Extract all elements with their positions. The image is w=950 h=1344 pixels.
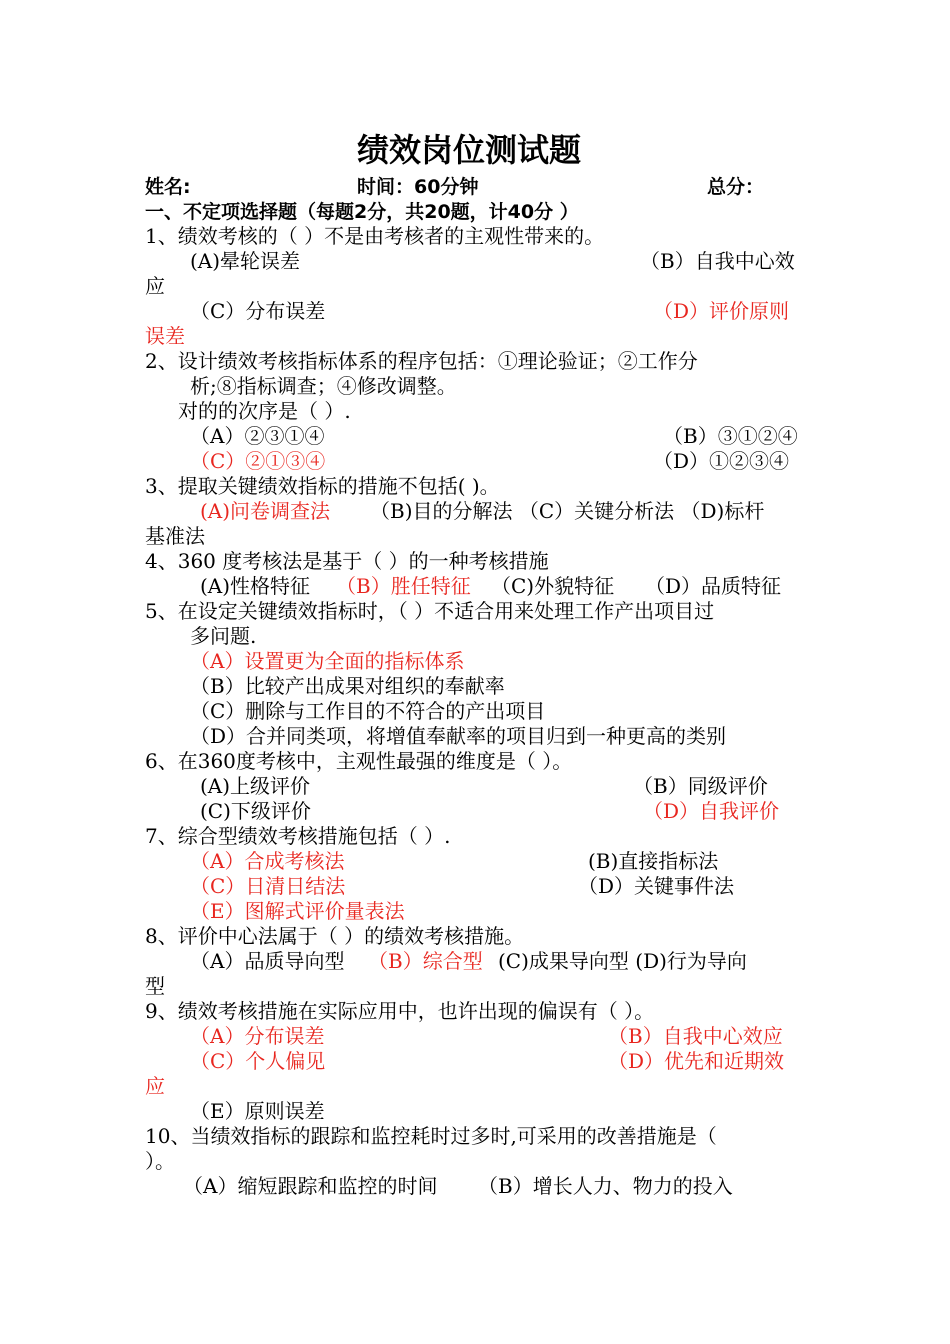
q7-option-b: (B)直接指标法 xyxy=(588,849,719,873)
q7-option-c: （C）日清日结法 xyxy=(190,874,346,898)
q5-option-d: （D）合并同类项，将增值奉献率的项目归到一种更高的类别 xyxy=(190,724,727,748)
q7-stem: 7、综合型绩效考核措施包括（ ）. xyxy=(145,824,451,848)
q9-option-b: （B）自我中心效应 xyxy=(608,1024,783,1048)
q9-option-a: （A）分布误差 xyxy=(190,1024,325,1048)
q10-option-b: （B）增长人力、物力的投入 xyxy=(478,1174,733,1198)
q6-option-b: （B）同级评价 xyxy=(633,774,768,798)
q3-options-rest: （B)目的分解法 （C）关键分析法 （D)标杆 xyxy=(370,499,765,523)
q6-stem: 6、在360度考核中，主观性最强的维度是（ ）。 xyxy=(145,749,573,773)
q4-option-a: (A)性格特征 xyxy=(200,574,311,598)
q4-option-b: （B）胜任特征 xyxy=(336,574,471,598)
q10-option-a: （A）缩短跟踪和监控的时间 xyxy=(183,1174,438,1198)
q5-option-b: （B）比较产出成果对组织的奉献率 xyxy=(190,674,505,698)
q7-option-d: （D）关键事件法 xyxy=(578,874,735,898)
q9-stem: 9、绩效考核措施在实际应用中，也许出现的偏误有（ ）。 xyxy=(145,999,655,1023)
q2-option-c: （C）②①③④ xyxy=(190,449,326,473)
q5-option-a: （A）设置更为全面的指标体系 xyxy=(190,649,465,673)
q10-stem-line2: ）。 xyxy=(145,1149,175,1173)
q1-option-b: （B）自我中心效 xyxy=(640,249,795,273)
q7-option-e: （E）图解式评价量表法 xyxy=(190,899,405,923)
q4-stem: 4、360 度考核法是基于（ ）的一种考核措施 xyxy=(145,549,549,573)
q8-stem: 8、评价中心法属于（ ）的绩效考核措施。 xyxy=(145,924,525,948)
q8-options-rest: (C)成果导向型 (D)行为导向 xyxy=(498,949,747,973)
q5-option-c: （C）删除与工作目的不符合的产出项目 xyxy=(190,699,546,723)
q2-stem-line3: 对的的次序是（ ）. xyxy=(178,399,351,423)
q1-option-d-cont: 误差 xyxy=(145,324,185,348)
q3-options-cont: 基准法 xyxy=(145,524,205,548)
q9-option-d-cont: 应 xyxy=(145,1074,165,1098)
q1-option-b-cont: 应 xyxy=(145,274,165,298)
q2-stem-line2: 析;⑧指标调查；④修改调整。 xyxy=(190,374,457,398)
q10-stem-line1: 10、当绩效指标的跟踪和监控耗时过多时,可采用的改善措施是（ xyxy=(145,1124,717,1148)
score-label: 总分： xyxy=(707,176,765,198)
q2-option-a: （A）②③①④ xyxy=(190,424,325,448)
q4-option-c: （C)外貌特征 xyxy=(491,574,615,598)
q1-option-d: （D）评价原则 xyxy=(653,299,790,323)
q2-stem-line1: 2、设计绩效考核指标体系的程序包括：①理论验证；②工作分 xyxy=(145,349,698,373)
q6-option-d: （D）自我评价 xyxy=(643,799,780,823)
q3-option-a: (A)问卷调查法 xyxy=(200,499,331,523)
q2-option-b: （B）③①②④ xyxy=(663,424,798,448)
name-label: 姓名: xyxy=(145,176,191,198)
section-heading: 一、不定项选择题（每题2分，共20题，计40分 ） xyxy=(145,201,579,223)
q5-stem-line1: 5、在设定关键绩效指标时，（ ）不适合用来处理工作产出项目过 xyxy=(145,599,715,623)
q1-option-c: （C）分布误差 xyxy=(190,299,326,323)
page-title: 绩效岗位测试题 xyxy=(357,131,582,169)
q9-option-e: （E）原则误差 xyxy=(190,1099,325,1123)
q3-stem: 3、提取关键绩效指标的措施不包括( )。 xyxy=(145,474,500,498)
q9-option-d: （D）优先和近期效 xyxy=(608,1049,785,1073)
q9-option-c: （C）个人偏见 xyxy=(190,1049,326,1073)
q8-option-b: （B）综合型 xyxy=(368,949,483,973)
q6-option-c: (C)下级评价 xyxy=(200,799,311,823)
q8-options-cont: 型 xyxy=(145,974,165,998)
q4-option-d: （D）品质特征 xyxy=(645,574,782,598)
q8-option-a: （A）品质导向型 xyxy=(190,949,345,973)
q5-stem-line2: 多问题. xyxy=(190,624,257,648)
q7-option-a: （A）合成考核法 xyxy=(190,849,345,873)
q1-stem: 1、绩效考核的（ ）不是由考核者的主观性带来的。 xyxy=(145,224,605,248)
q1-option-a: (A)晕轮误差 xyxy=(190,249,301,273)
q6-option-a: (A)上级评价 xyxy=(200,774,311,798)
time-label: 时间：60分钟 xyxy=(357,176,479,198)
q2-option-d: （D）①②③④ xyxy=(653,449,790,473)
